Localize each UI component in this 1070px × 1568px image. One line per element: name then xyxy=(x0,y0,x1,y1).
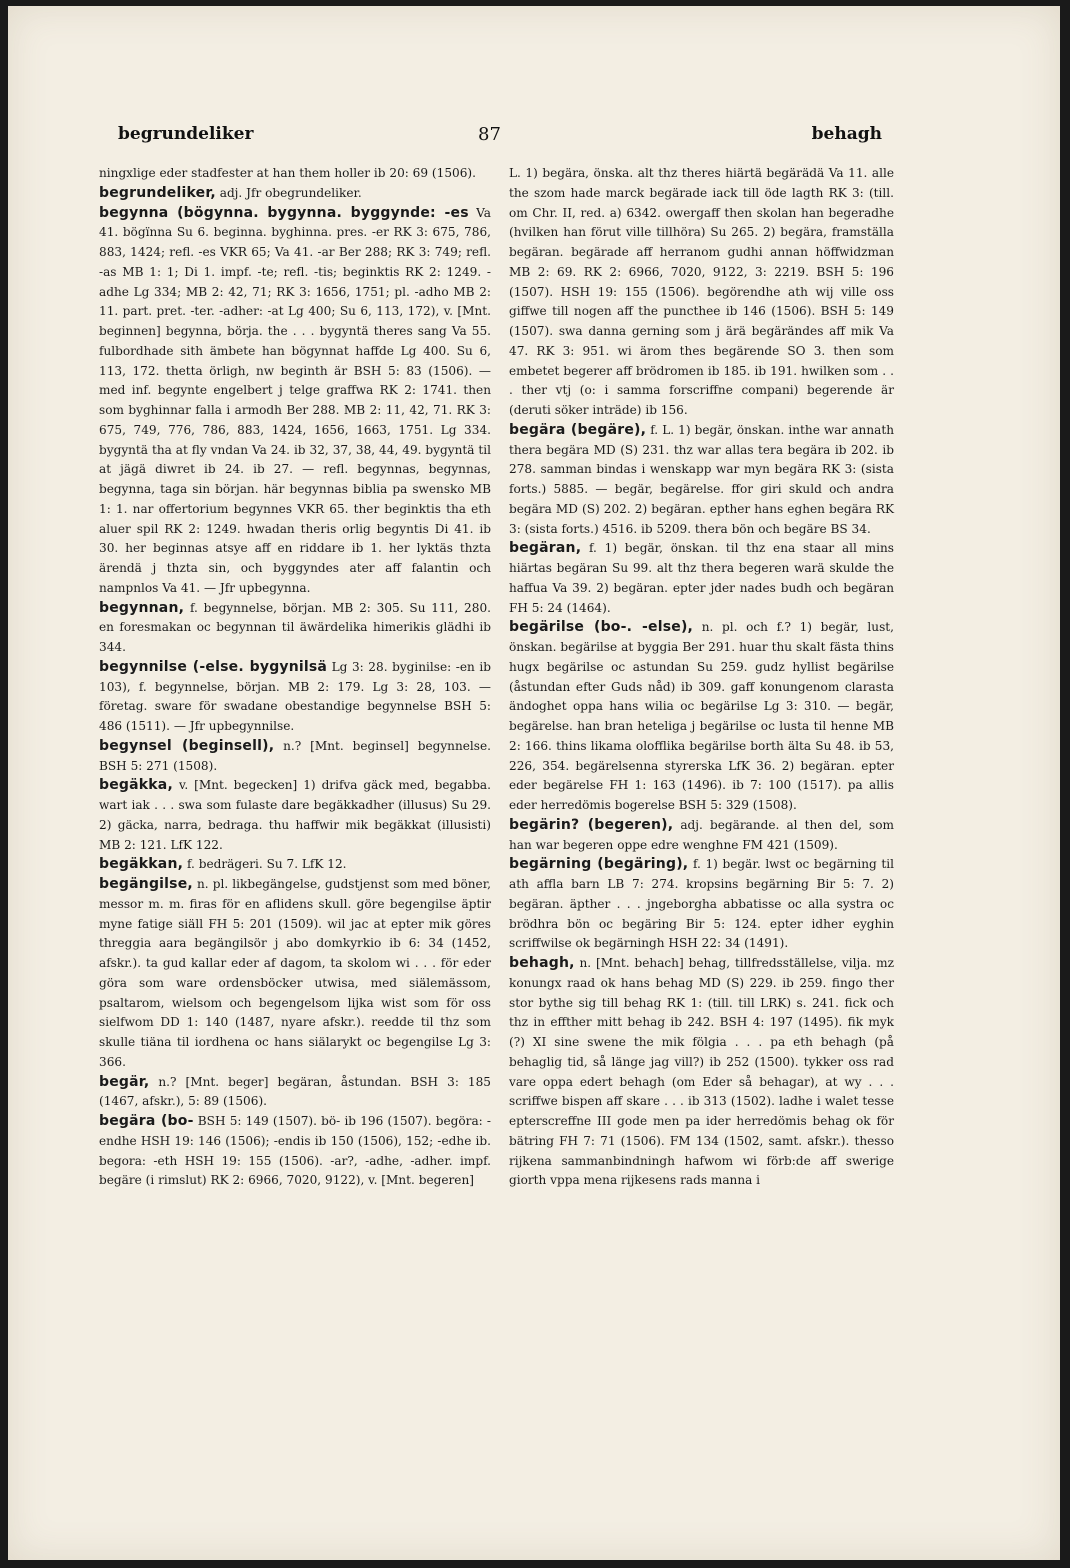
dictionary-entry xyxy=(99,875,491,1073)
dictionary-entry xyxy=(509,855,894,954)
header-left-guideword: begrundeliker xyxy=(118,124,254,144)
entry-text: v. [Mnt. begecken] 1) drifva gäck med, begabba. wart iak . . . swa som fulaste dare begäkkadher (illusus) Su 29. 2) gäcka, narra, bedraga. thu haffwir mik begäkkat (illusisti) MB 2: 121. LfK 122. xyxy=(99,778,491,852)
entry-text: Va 41. bögïnna Su 6. beginna. byghinna. pres. -er RK 3: 675, 786, 883, 1424; refl. -es VKR 65; Va 41. -ar Ber 288; RK 3: 749; refl. -as MB 1: 1; Di 1. impf. -te; refl. -tis; beginktis RK 2: 1249. -adhe Lg 334; MB 2: 42, 71; RK 3: 1656, 1751; pl. -adho MB 2: 11. part. pret. -ter. -adher: -at Lg 400; Su 6, 113, 172), v. [Mnt. beginnen] begynna, börja. the . . . bygyntä theres sang Va 55. fulbordhade sith ämbete han bögynnat haffde Lg 400. Su 6, 113, 172. thetta örligh, nw beginth är BSH 5: 83 (1506). — med inf. begynte engelbert j telge graffwa RK 2: 1741. then som byghinnar falla i armodh Ber 288. MB 2: 11, 42, 71. RK 3: 675, 749, 776, 786, 883, 1424, 1656, 1663, 1751. Lg 334. bygyntä tha at fly vndan Va 24. ib 32, 37, 38, 44, 49. bygyntä til at jägä diwret ib 24. ib 27. — refl. begynnas, begynnas, begynna, taga sin början. här begynnas biblia pa swensko MB 1: 1. nar offertorium begynnes VKR 65. ther beginktis tha eth aluer spil RK 2: 1249. hwadan theris orlig begyntis Di 41. ib 30. her beginnas atsye aff en riddare ib 1. her lyktäs thzta ärendä j thzta sin, och byggyndes ater aff falantin och nampnlos Va 41. — Jfr upbegynna. xyxy=(99,205,491,595)
entry-headword: begärin? (begeren), xyxy=(509,816,674,833)
entry-headword: begärilse (bo-. -else), xyxy=(509,619,694,636)
right-column xyxy=(509,164,894,1191)
entry-text: ningxlige eder stadfester at han them holler ib 20: 69 (1506). xyxy=(99,166,476,180)
entry-text: f. 1) begär, önskan. til thz ena staar all mins hiärtas begäran Su 99. alt thz thera begeren warä skulde the haffua Va 39. 2) begäran. epter jder nades budh och begäran FH 5: 24 (1464). xyxy=(509,541,894,615)
dictionary-entry xyxy=(99,776,491,855)
dictionary-entry xyxy=(509,816,894,856)
entry-headword: begäran, xyxy=(509,540,582,557)
entry-text: n. pl. och f.? 1) begär, lust, önskan. begärilse at byggia Ber 291. huar thu skalt fästa thins hugx begärilse oc astundan Su 259. gudz hyllist begärilse (åstundan efter Guds nåd) ib 309. gaff konungenom clarasta ändoghet oppa hans wilia oc begärilse Lg 3: 310. — begär, begärelse. han bran heteliga j begärilse oc lusta til henne MB 2: 166. thins likama olofflika begärilse borth älta Su 48. ib 53, 226, 354. begärelsenna styrerska LfK 36. 2) begäran. epter eder begärelse FH 1: 163 (1496). ib 7: 100 (1517). pa allis eder herredömis bogerelse BSH 5: 329 (1508). xyxy=(509,620,894,812)
entry-headword: begynna (bögynna. bygynna. byggynde: -es xyxy=(99,204,469,221)
dictionary-entry xyxy=(99,184,491,204)
entry-text: BSH 5: 149 (1507). bö- ib 196 (1507). begöra: -endhe HSH 19: 146 (1506); -endis ib 150 (1506), 152; -edhe ib. begora: -eth HSH 19: 155 (1506). -ar?, -adhe, -adher. impf. begäre (i rimslut) RK 2: 6966, 7020, 9122), v. [Mnt. begeren] xyxy=(99,1114,491,1188)
dictionary-entry xyxy=(509,618,894,816)
entry-text: n.? [Mnt. beger] begäran, åstundan. BSH 3: 185 (1467, afskr.), 5: 89 (1506). xyxy=(99,1074,491,1109)
entry-headword: begrundeliker, xyxy=(99,184,216,201)
entry-headword: begärning (begäring), xyxy=(509,856,689,873)
entry-headword: begär, xyxy=(99,1073,150,1090)
dictionary-entry xyxy=(99,164,491,184)
entry-headword: begäkka, xyxy=(99,777,173,794)
entry-text: f. begynnelse, början. MB 2: 305. Su 111, 280. en foresmakan oc begynnan til äwärdelika himerikis glädhi ib 344. xyxy=(99,600,491,654)
dictionary-entry xyxy=(99,599,491,658)
entry-text: n.? [Mnt. beginsel] begynnelse. BSH 5: 271 (1508). xyxy=(99,738,491,773)
left-column xyxy=(99,164,491,1191)
dictionary-entry xyxy=(99,737,491,777)
entry-text: f. 1) begär. lwst oc begärning til ath affla barn LB 7: 274. kropsins begärning Bir 5: 7. 2) begäran. äpther . . . jngeborgha abbatisse oc alla systra oc brödhra bön oc begäring Bir 5: 124. epter idher eyghin scriffwilse ok begärningh HSH 22: 34 (1491). xyxy=(509,857,894,951)
entry-text: Lg 3: 28. byginilse: -en ib 103), f. begynnelse, början. MB 2: 179. Lg 3: 28, 103. — företag. sware för swadane obestandige begynnelse BSH 5: 486 (1511). — Jfr upbegynnilse. xyxy=(99,659,491,733)
entry-headword: begäkkan, xyxy=(99,856,184,873)
entry-text: n. pl. likbegängelse, gudstjenst som med böner, messor m. m. firas för en aflidens skull. göre begengilse äptir myne fatige siäll FH 5: 201 (1509). wil jac at epter mik göres threggia aara begängilsör j abo domkyrkio ib 6: 34 (1452, afskr.). ta gud kallar eder af dagom, ta skolom wi . . . för eder göra som ware ordensböcker utwisa, med siälemässom, psaltarom, wielsom och begengelsom lijka wist som för oss sielfwom DD 1: 140 (1487, nyare afskr.). reedde til thz som skulle tiäna til iordhena oc hans siälarykt oc begengilse Lg 3: 366. xyxy=(99,877,491,1069)
dictionary-entry xyxy=(99,204,491,599)
entry-text: L. 1) begära, önska. alt thz theres hiärtä begärädä Va 11. alle the szom hade marck begärade iack till öde lagth RK 3: (till. om Chr. II, red. a) 6342. owergaff then skolan han begeradhe (hvilken han förut ville tillhöra) Su 265. 2) begära, framställa begäran. begärade aff herranom gudhi annan höffwidzman MB 2: 69. RK 2: 6966, 7020, 9122, 3: 2219. BSH 5: 196 (1507). HSH 19: 155 (1506). begörendhe ath wij ville oss giffwe till nogen aff the puncthee ib 146 (1506). BSH 5: 149 (1507). swa danna gerning som j ärä begärändes aff mik Va 47. RK 3: 951. wi ärom thes begärende SO 3. then som embetet begerer aff brödromen ib 185. ib 191. hwilken som . . . ther vtj (o: i samma forscriffne compani) begerende är (deruti söker inträde) ib 156. xyxy=(509,166,894,417)
entry-headword: begynnan, xyxy=(99,599,185,616)
entry-headword: begynnilse (-else. bygynilsä xyxy=(99,658,328,675)
entry-text: adj. begärande. al then del, som han war begeren oppe edre wenghne FM 421 (1509). xyxy=(509,817,894,852)
dictionary-entry xyxy=(509,954,894,1191)
entry-headword: begynsel (beginsell), xyxy=(99,737,275,754)
dictionary-entry xyxy=(509,421,894,540)
entry-text: f. L. 1) begär, önskan. inthe war annath thera begära MD (S) 231. thz war allas tera begära ib 202. ib 278. samman bindas i wenskapp war myn begära RK 3: (sista forts.) 5885. — begär, begärelse. ffor giri skuld och andra begära MD (S) 202. 2) begäran. epther hans eghen begära RK 3: (sista forts.) 4516. ib 5209. thera bön och begäre BS 34. xyxy=(509,422,894,536)
entry-headword: begära (begäre), xyxy=(509,421,647,438)
entry-headword: begängilse, xyxy=(99,876,193,892)
dictionary-entry xyxy=(99,658,491,737)
entry-headword: begära (bo- xyxy=(99,1113,194,1129)
entry-text: n. [Mnt. behach] behag, tillfredsställelse, vilja. mz konungx raad ok hans behag MD (S) 229. ib 259. fingo ther stor bythe sig till behag RK 1: (till. till LRK) s. 241. fick och thz in effther mitt behag ib 242. BSH 4: 197 (1495). fik myk (?) XI sine swene the mik fölgia . . . pa eth behagh (på behaglig tid, så länge jag vill?) ib 252 (1500). tykker oss rad vare oppa edert behagh (om Eder så behagar), at wy . . . scriffwe bispen aff skare . . . ib 313 (1502). ladhe i walet tesse epterscreffne III gode men pa ider herredömis behag ok för bätring FH 7: 71 (1506). FM 134 (1502, samt. afskr.). thesso rijkena sammanbindningh hafwom wi förb:de aff swerige giorth vppa mena rijkesens rads manna i xyxy=(509,956,894,1188)
dictionary-entry xyxy=(99,855,491,875)
page-number: 87 xyxy=(478,124,501,145)
entry-text: f. bedrägeri. Su 7. LfK 12. xyxy=(183,857,347,872)
entry-text: adj. Jfr obegrundeliker. xyxy=(215,185,362,200)
header-right-guideword: behagh xyxy=(811,124,882,144)
entry-headword: behagh, xyxy=(509,955,575,971)
dictionary-entry xyxy=(509,539,894,618)
dictionary-entry xyxy=(99,1112,491,1191)
dictionary-page xyxy=(8,6,1060,1560)
dictionary-entry xyxy=(99,1073,491,1113)
dictionary-entry xyxy=(509,164,894,421)
